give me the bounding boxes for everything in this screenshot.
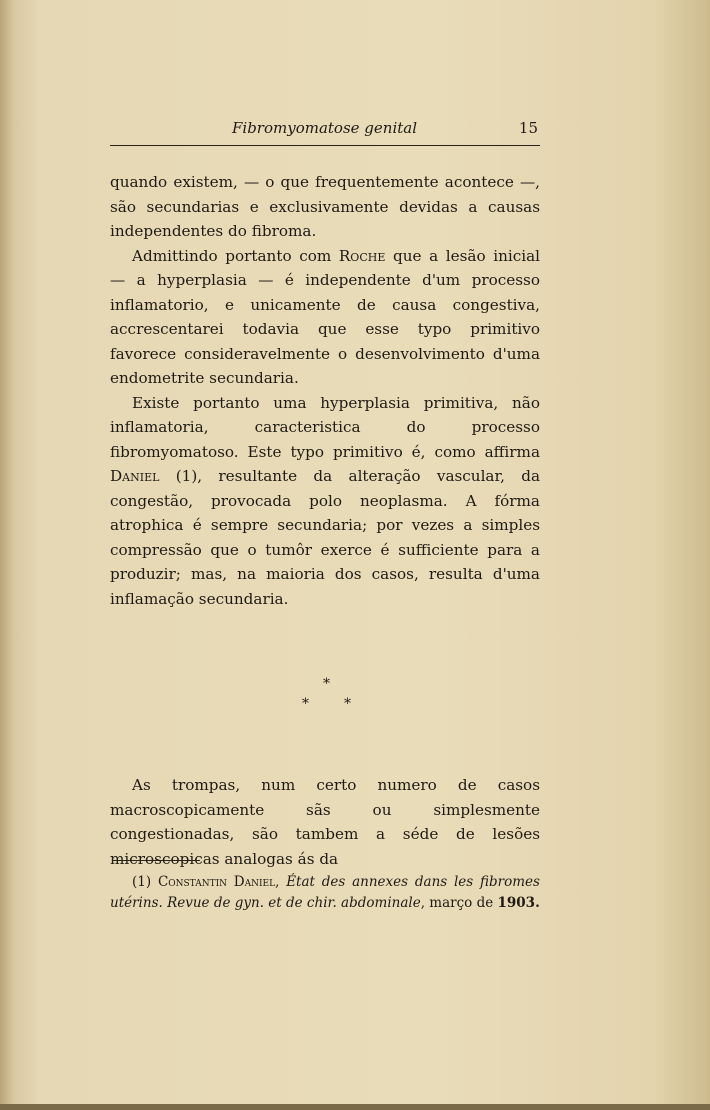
footnote-author: Constantin Daniel xyxy=(157,874,276,890)
footnote-marker: (1) xyxy=(132,874,158,890)
footnote-divider xyxy=(112,860,200,861)
author-name-roche: Roche xyxy=(338,246,386,265)
footnote-title: État des annexes dans les fibromes utérins. Revue de gyn. et de chir. abdominale xyxy=(110,874,540,911)
paragraph-2-part-b: que a lesão inicial — a hyperplasia — é independente d'um processo inflamatorio, e unicamente de causa congestiva, accrescentarei todavia que esse typo primitivo favorece consideravelmente o desenvolvimento d'uma endometrite secundaria. xyxy=(110,246,540,387)
paragraph-3-part-b: (1), resultante da alteração vascular, da congestão, provocada polo neoplasma. A fórma atrophica é sempre secundaria; por vezes a simples compressão que o tumôr exerce é sufficiente para a produzir; mas, na maioria dos casos, resulta d'uma inflamação secundaria. xyxy=(110,467,540,608)
asterisk-top: * xyxy=(323,676,330,692)
running-header xyxy=(110,117,540,146)
footnote-date: , março de xyxy=(420,895,498,911)
asterisk-right: * xyxy=(344,696,351,712)
paragraph-1: quando existem, — o que frequentemente acontece —, são secundarias e exclusivamente devidas a causas independentes do fibroma. xyxy=(110,173,540,240)
footnote-year: 1903. xyxy=(497,895,540,911)
paragraph-3-part-a: Existe portanto uma hyperplasia primitiva, não inflamatoria, caracteristica do processo fibromyomatoso. Este typo primitivo é, como affirma xyxy=(110,393,540,461)
footnote-text xyxy=(110,872,540,914)
footnote xyxy=(110,872,540,914)
body-text xyxy=(110,170,540,611)
footnote-sep: , xyxy=(275,874,287,890)
asterisk-left: * xyxy=(302,696,309,712)
paragraph-3 xyxy=(110,391,540,612)
page-number: 15 xyxy=(518,119,538,137)
section-2-text xyxy=(110,773,540,871)
paragraph-4: As trompas, num certo numero de casos macroscopicamente sãs ou simplesmente congestionadas, são tambem a séde de lesões microscopicas analogas ás da xyxy=(110,776,540,868)
author-name-daniel: Daniel xyxy=(110,467,160,485)
paragraph-2 xyxy=(110,244,540,391)
asterism-separator xyxy=(300,676,360,716)
running-title: Fibromyomatose genital xyxy=(232,119,418,137)
paragraph-2-part-a: Admittindo portanto com xyxy=(132,246,339,265)
